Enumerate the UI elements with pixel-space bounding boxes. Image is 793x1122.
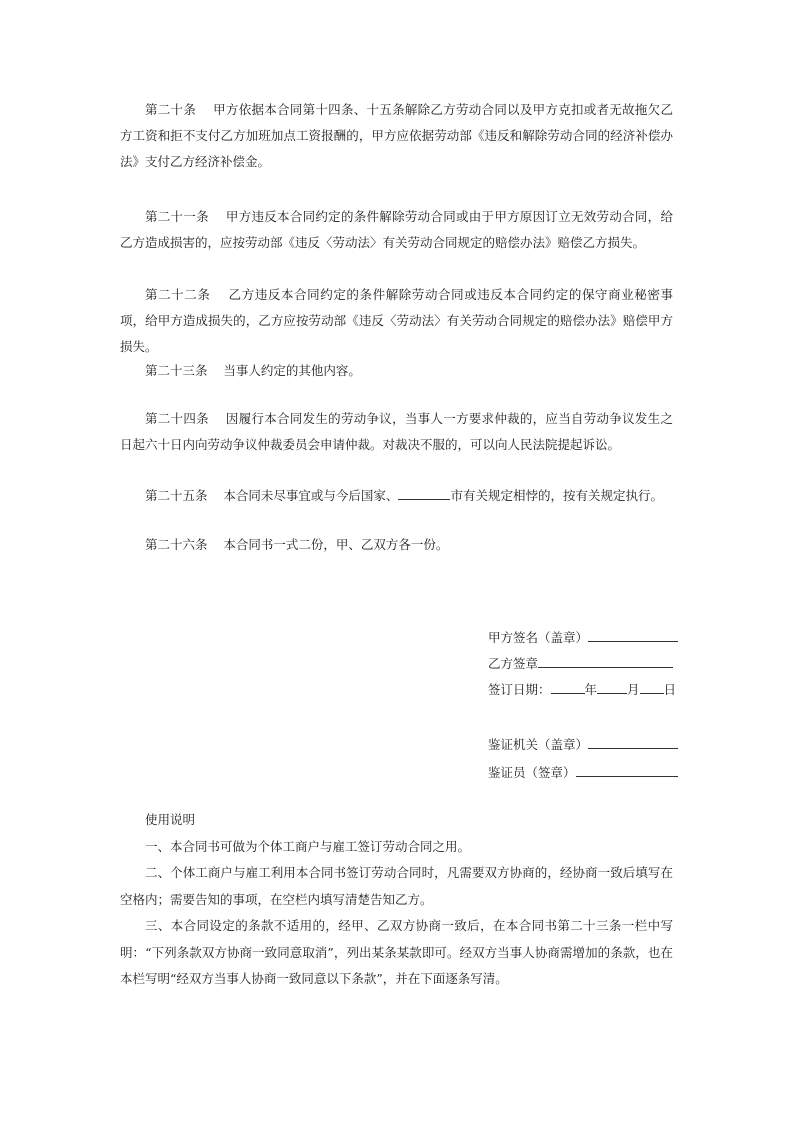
clause-text: 当事人约定的其他内容。 [223,363,361,378]
party-a-signature-line [488,625,688,651]
usage-notes [120,807,673,993]
clause-number: 第二十二条 [145,287,211,302]
clause-number: 第二十三条 [145,363,208,378]
clause-number: 第二十四条 [145,411,209,426]
notes-item-2: 二、个体工商户与雇工利用本合同书签订劳动合同时，凡需要双方协商的，经协商一致后填写在空格内；需要告知的事项，在空栏内填写清楚告知乙方。 [120,865,673,907]
clause-text: 因履行本合同发生的劳动争议，当事人一方要求仲裁的，应当自劳动争议发生之日起六十日内向劳动争议仲裁委员会申请仲裁。对裁决不服的，可以向人民法院提起诉讼。 [120,411,673,452]
month-label: 月 [627,682,640,697]
day-label: 日 [663,682,677,697]
party-b-label: 乙方签章 [488,656,539,671]
clause-text: 甲方依据本合同第十四条、十五条解除乙方劳动合同以及甲方克扣或者无故拖欠乙方工资和拒不支付乙方加班加点工资报酬的，甲方应依据劳动部《违反和解除劳动合同的经济补偿办法》支付乙方经济补偿金。 [120,102,673,169]
notes-item-1: 一、本合同书可做为个体工商户与雇工签订劳动合同之用。 [145,838,471,854]
authority-seal-field[interactable] [588,734,678,749]
clause-24 [120,406,673,458]
signing-date-line [488,677,688,703]
party-b-signature-field[interactable] [538,653,673,668]
year-label: 年 [584,682,598,697]
year-field[interactable] [551,679,585,694]
clause-number: 第二十条 [145,102,197,117]
notes-title: 使用说明 [145,812,196,827]
verification-block [488,732,688,786]
party-a-label: 甲方签名（盖章） [488,630,589,645]
notes-item-3: 三、本合同设定的条款不适用的，经甲、乙双方协商一致后，在本合同书第二十三条一栏中写明：“下列条款双方协商一致同意取消”，列出某条某款即可。经双方当事人协商需增加的条款，也在本栏写明“经双方当事人协商一致同意以下条款”，并在下面逐条写清。 [120,918,673,986]
clause-21 [120,204,673,256]
clause-text-after: 市有关规定相悖的，按有关规定执行。 [450,488,663,503]
officer-label: 鉴证员（签章） [488,765,576,780]
clause-text-before: 本合同未尽事宜或与今后国家、 [223,488,399,503]
officer-signature-field[interactable] [576,762,678,777]
clause-23 [120,358,673,384]
clause-number: 第二十一条 [145,209,209,224]
city-blank-field[interactable] [398,486,450,500]
clause-number: 第二十五条 [145,488,208,503]
clause-text: 本合同书一式二份，甲、乙双方各一份。 [223,537,449,552]
clause-20 [120,97,673,175]
date-label: 签订日期： [488,682,551,697]
authority-label: 鉴证机关（盖章） [488,737,589,752]
day-field[interactable] [640,679,664,694]
clause-text: 甲方违反本合同约定的条件解除劳动合同或由于甲方原因订立无效劳动合同，给乙方造成损害的，应按劳动部《违反〈劳动法〉有关劳动合同规定的赔偿办法》赔偿乙方损失。 [120,209,673,250]
signature-block [488,625,688,703]
party-b-signature-line [488,651,688,677]
clause-25 [120,483,673,509]
month-field[interactable] [597,679,627,694]
clause-number: 第二十六条 [145,537,208,552]
party-a-signature-field[interactable] [588,627,678,642]
clause-26 [120,532,673,558]
authority-signature-line [488,732,688,758]
clause-22 [120,282,673,360]
clause-text: 乙方违反本合同约定的条件解除劳动合同或违反本合同约定的保守商业秘密事项，给甲方造成损失的，乙方应按劳动部《违反〈劳动法〉有关劳动合同规定的赔偿办法》赔偿甲方损失。 [120,287,673,354]
officer-signature-line [488,760,688,786]
